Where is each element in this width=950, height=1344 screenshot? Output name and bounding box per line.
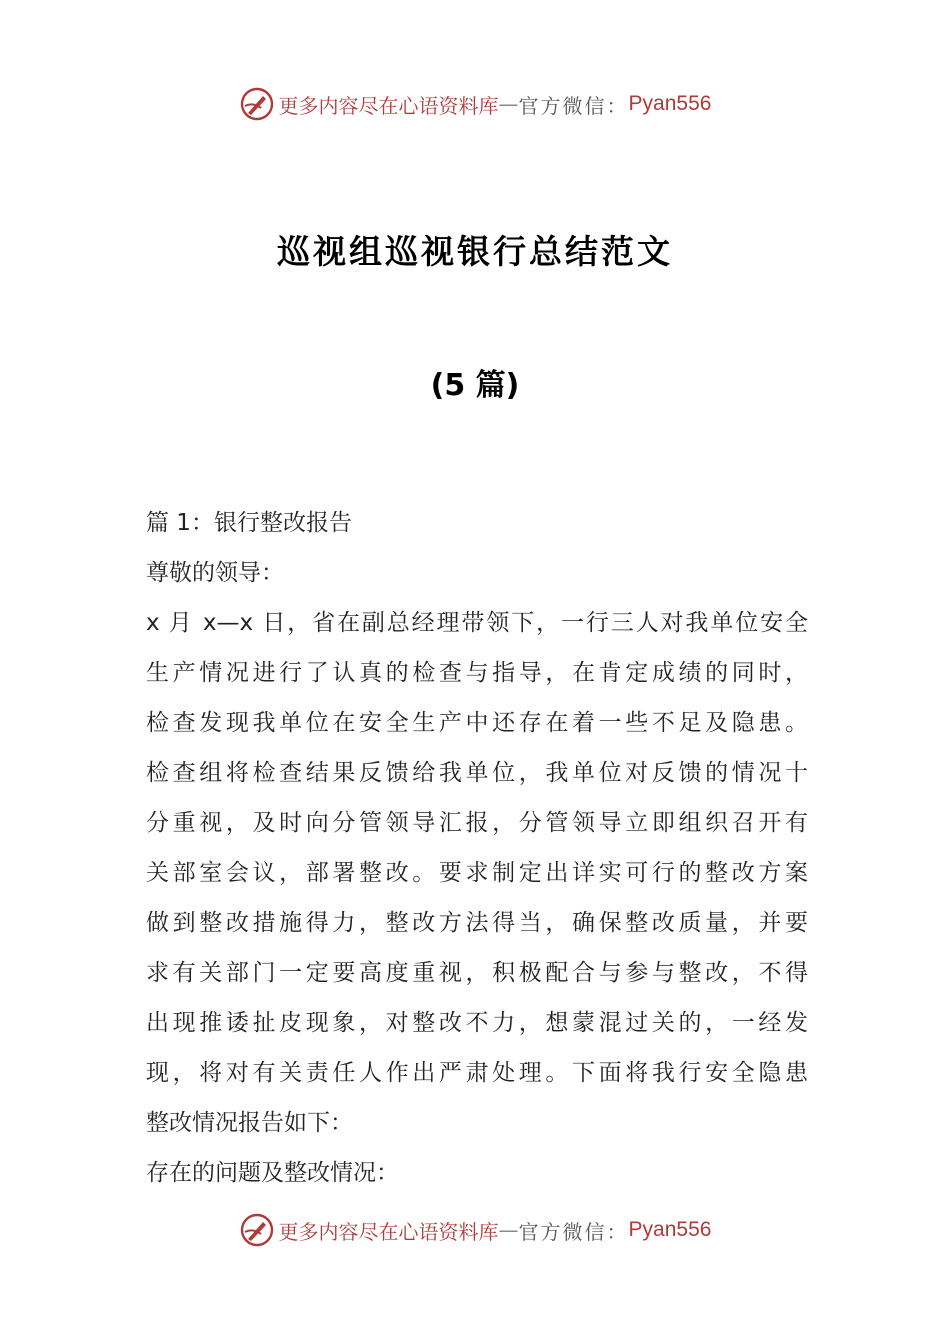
- section-heading: 篇 1：银行整改报告: [146, 510, 352, 536]
- document-body: [146, 498, 808, 1198]
- document-subtitle: (5 篇): [430, 368, 520, 403]
- document-title: 巡视组巡视银行总结范文: [277, 232, 673, 271]
- banner-dash: —: [498, 1218, 519, 1242]
- footer-banner: [0, 1208, 950, 1252]
- paragraph-line: 求有关部门一定要高度重视，积极配合与参与整改，不得: [146, 960, 808, 986]
- paragraph-line: 检查组将检查结果反馈给我单位，我单位对反馈的情况十: [146, 760, 808, 786]
- quill-pen-logo-icon: [239, 86, 275, 122]
- quill-pen-logo-icon: [239, 1212, 275, 1248]
- paragraph-line: 出现推诿扯皮现象，对整改不力，想蒙混过关的，一经发: [146, 1010, 808, 1036]
- promo-text: 更多内容尽在心语资料库: [278, 1219, 499, 1244]
- paragraph-line: 分重视，及时向分管领导汇报，分管领导立即组织召开有: [146, 810, 808, 836]
- paragraph-line: 检查发现我单位在安全生产中还存在着一些不足及隐患。: [146, 710, 808, 736]
- paragraph-line: 关部室会议，部署整改。要求制定出详实可行的整改方案: [146, 860, 808, 886]
- official-wechat-label: 官方微信：: [518, 93, 629, 118]
- wechat-id: Pyan556: [628, 1218, 712, 1241]
- paragraph-line: 整改情况报告如下：: [146, 1110, 353, 1136]
- official-wechat-label: 官方微信：: [518, 1219, 629, 1244]
- promo-text: 更多内容尽在心语资料库: [278, 93, 499, 118]
- wechat-id: Pyan556: [628, 92, 712, 115]
- subsection-heading: 存在的问题及整改情况：: [146, 1160, 399, 1186]
- banner-dash: —: [498, 92, 519, 116]
- paragraph-line: x 月 x—x 日，省在副总经理带领下，一行三人对我单位安全: [146, 610, 808, 636]
- paragraph-line: 生产情况进行了认真的检查与指导，在肯定成绩的同时，: [146, 660, 808, 686]
- paragraph-line: 现，将对有关责任人作出严肃处理。下面将我行安全隐患: [146, 1060, 808, 1086]
- header-banner: [0, 82, 950, 126]
- paragraph-line: 做到整改措施得力，整改方法得当，确保整改质量，并要: [146, 910, 808, 936]
- salutation: 尊敬的领导：: [146, 560, 284, 586]
